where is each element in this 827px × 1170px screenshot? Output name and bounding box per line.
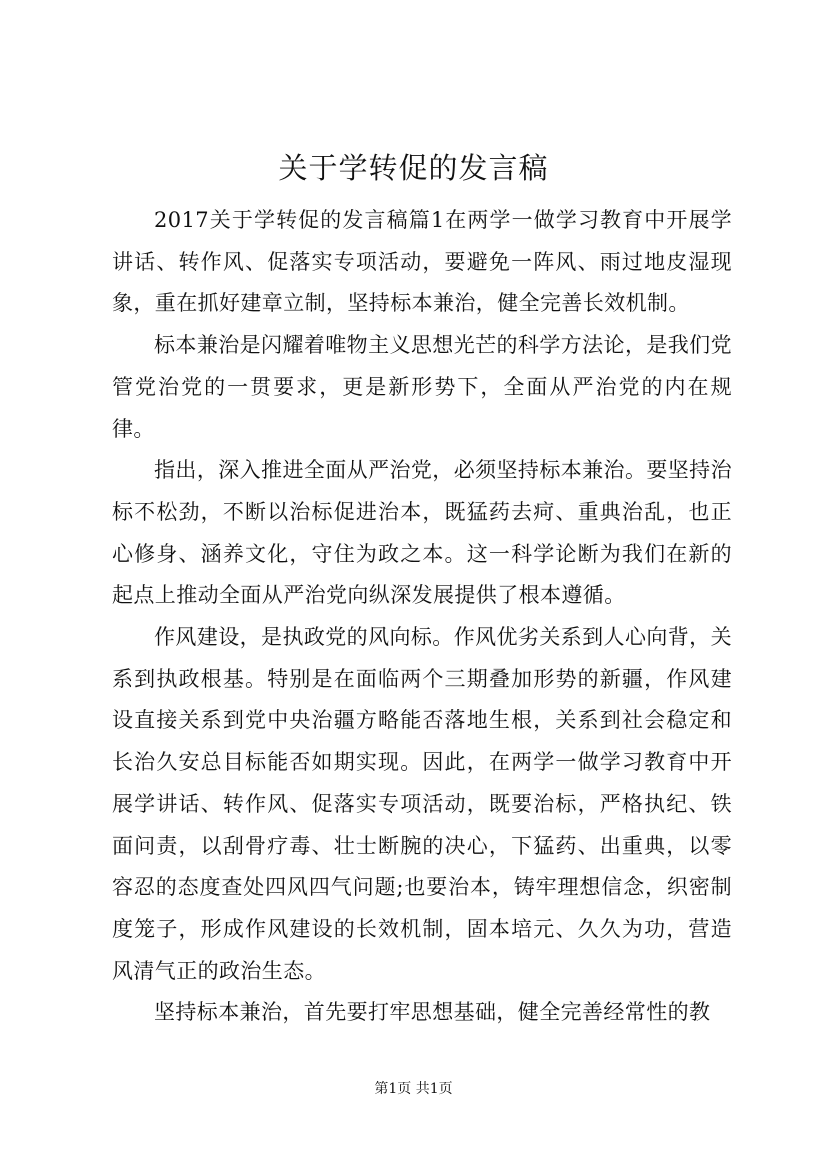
paragraph: 2017关于学转促的发言稿篇1在两学一做学习教育中开展学讲话、转作风、促落实专项活动，要避免一阵风、雨过地皮湿现象，重在抓好建章立制，坚持标本兼治，健全完善长效机制。 (112, 208, 732, 316)
paragraph: 标本兼治是闪耀着唯物主义思想光芒的科学方法论，是我们党管党治党的一贯要求，更是新形势下，全面从严治党的内在规律。 (112, 333, 732, 441)
paragraph: 坚持标本兼治，首先要打牢思想基础，健全完善经常性的教 (154, 1000, 711, 1025)
page-footer: 第1页 共1页 (374, 1081, 453, 1097)
paragraph: 作风建设，是执政党的风向标。作风优劣关系到人心向背，关系到执政根基。特别是在面临两个三期叠加形势的新疆，作风建设直接关系到党中央治疆方略能否落地生根，关系到社会稳定和长治久安总目标能否如期实现。因此，在两学一做学习教育中开展学讲话、转作风、促落实专项活动，既要治标，严格执纪、铁面问责，以刮骨疗毒、壮士断腕的决心，下猛药、出重典，以零容忍的态度查处四风四气问题;也要治本，铸牢理想信念，织密制度笼子，形成作风建设的长效机制，固本培元、久久为功，营造风清气正的政治生态。 (112, 625, 732, 983)
document-body (112, 200, 732, 1034)
document-title: 关于学转促的发言稿 (278, 151, 549, 185)
paragraph: 指出，深入推进全面从严治党，必须坚持标本兼治。要坚持治标不松劲，不断以治标促进治本，既猛药去疴、重典治乱，也正心修身、涵养文化，守住为政之本。这一科学论断为我们在新的起点上推动全面从严治党向纵深发展提供了根本遵循。 (112, 458, 732, 608)
